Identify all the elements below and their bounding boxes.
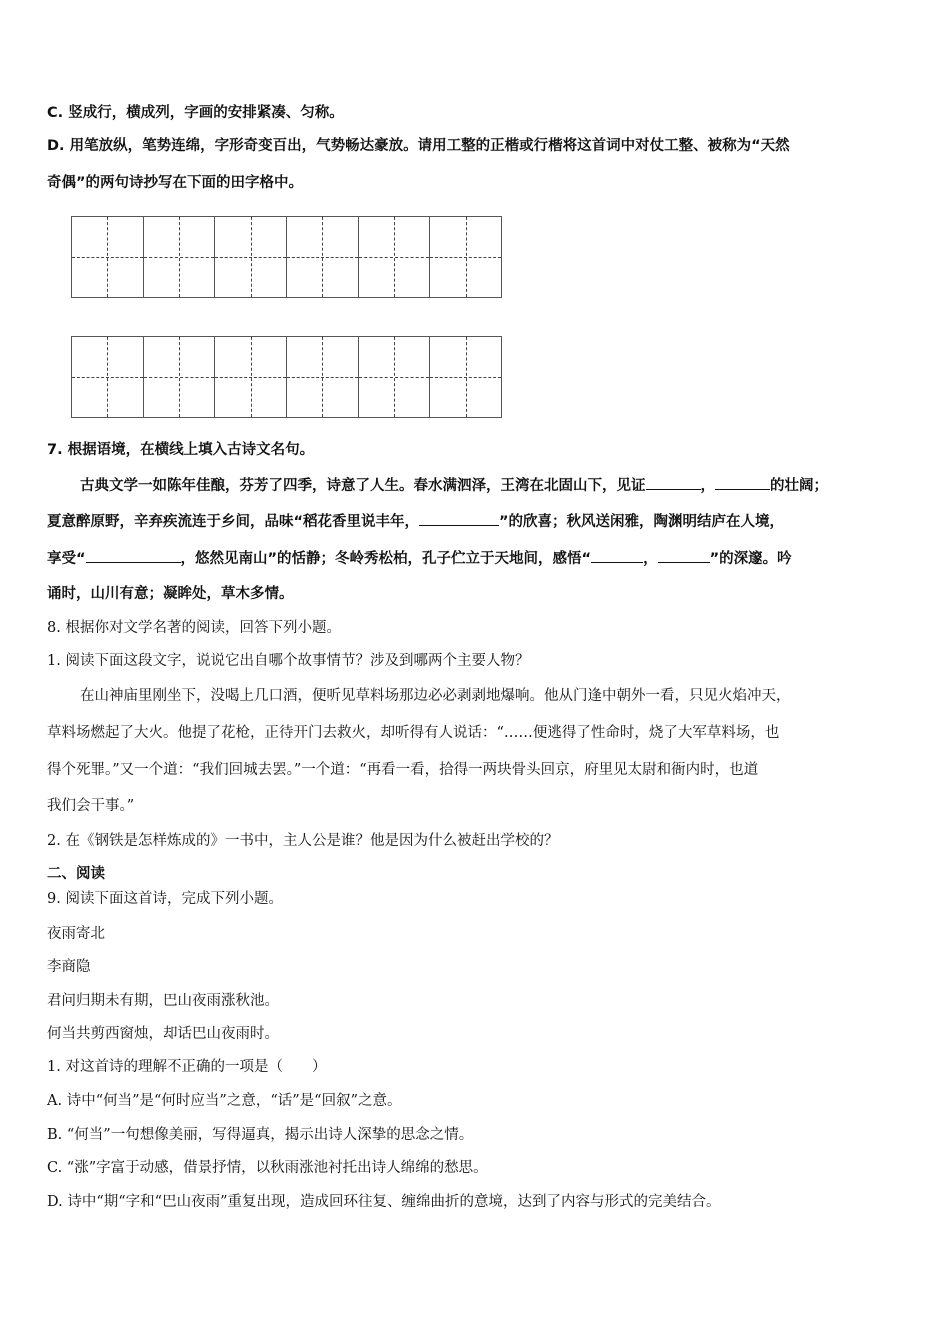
option-d-line2: 奇偶”的两句诗抄写在下面的田字格中。 xyxy=(47,175,304,191)
fill-blank[interactable] xyxy=(646,475,701,490)
fill-blank[interactable] xyxy=(658,548,710,563)
grid-cell xyxy=(359,337,431,417)
tianzige-grid-row-1 xyxy=(71,216,502,298)
poem-line: 君问归期未有期，巴山夜雨涨秋池。 xyxy=(47,993,279,1009)
answer-option-b: B. “何当”一句想像美丽，写得逼真，揭示出诗人深挚的思念之情。 xyxy=(47,1127,474,1143)
text: 享受“ xyxy=(47,551,86,567)
grid-cell xyxy=(144,337,216,417)
question-7-title: 7. 根据语境，在横线上填入古诗文名句。 xyxy=(47,442,315,458)
grid-cell xyxy=(215,337,287,417)
q7-passage-line-1 xyxy=(80,475,828,496)
answer-option-d: D. 诗中“期“字和“巴山夜雨”重复出现，造成回环往复、缠绵曲折的意境，达到了内容与形式的完美结合。 xyxy=(47,1194,721,1210)
q8-sub-2: 2. 在《钢铁是怎样炼成的》一书中，主人公是谁？他是因为什么被赶出学校的？ xyxy=(47,833,559,849)
q7-passage-line-4: 诵时，山川有意；凝眸处，草木多情。 xyxy=(47,586,294,602)
question-9-title: 9. 阅读下面这首诗，完成下列小题。 xyxy=(47,891,283,907)
q8-passage-line: 在山神庙里刚坐下，没喝上几口酒，便听见草料场那边必必剥剥地爆响。他从门逢中朝外一看，只见火焰冲天， xyxy=(80,688,791,704)
grid-cell xyxy=(72,217,144,297)
q9-sub-1: 1. 对这首诗的理解不正确的一项是（ ） xyxy=(47,1059,327,1075)
grid-cell xyxy=(72,337,144,417)
q8-passage-line: 草料场燃起了大火。他提了花枪，正待开门去救火，却听得有人说话：“……便逃得了性命时，烧了大军草料场，也 xyxy=(47,725,780,741)
grid-cell xyxy=(430,337,502,417)
fill-blank[interactable] xyxy=(591,548,643,563)
grid-cell xyxy=(287,217,359,297)
poem-title: 夜雨寄北 xyxy=(47,926,105,942)
fill-blank[interactable] xyxy=(715,475,770,490)
grid-cell xyxy=(359,217,431,297)
text: ”的深邃。吟 xyxy=(709,551,792,567)
grid-cell xyxy=(144,217,216,297)
option-d-line1: D. 用笔放纵，笔势连绵，字形奇变百出，气势畅达豪放。请用工整的正楷或行楷将这首词中对仗工整、被称为“天然 xyxy=(47,138,790,154)
section-heading: 二、阅读 xyxy=(47,866,105,882)
answer-option-c: C. “涨”字富于动感，借景抒情，以秋雨涨池衬托出诗人绵绵的愁思。 xyxy=(47,1160,488,1176)
q8-sub-1: 1. 阅读下面这段文字，说说它出自哪个故事情节？涉及到哪两个主要人物？ xyxy=(47,653,530,669)
text: ”的欣喜；秋风送闲雅，陶渊明结庐在人境， xyxy=(499,514,785,530)
text: 古典文学一如陈年佳酿，芬芳了四季，诗意了人生。春水满泗泽，王湾在北固山下，见证 xyxy=(80,478,646,494)
grid-cell xyxy=(430,217,502,297)
grid-cell xyxy=(215,217,287,297)
text: 的壮阔； xyxy=(770,478,828,494)
fill-blank[interactable] xyxy=(86,548,181,563)
q7-passage-line-2 xyxy=(47,511,784,532)
grid-cell xyxy=(287,337,359,417)
q7-passage-line-3 xyxy=(47,548,792,569)
text: ，悠然见南山”的恬静；冬岭秀松柏，孔子伫立于天地间，感悟“ xyxy=(180,551,592,567)
text: ， xyxy=(643,551,658,567)
q8-passage-line: 我们会干事。” xyxy=(47,798,135,814)
poem-line: 何当共剪西窗烛，却话巴山夜雨时。 xyxy=(47,1026,279,1042)
tianzige-grid-row-2 xyxy=(71,336,502,418)
q8-passage-line: 得个死罪。”又一个道：“我们回城去罢。”一个道：“再看一看，拾得一两块骨头回京，府里见太尉和衙内时，也道 xyxy=(47,762,759,778)
question-8-title: 8. 根据你对文学名著的阅读，回答下列小题。 xyxy=(47,620,341,636)
answer-option-a: A. 诗中“何当”是“何时应当”之意，“话”是“回叙”之意。 xyxy=(47,1093,402,1109)
text: ， xyxy=(700,478,715,494)
poem-author: 李商隐 xyxy=(47,959,91,975)
option-c: C. 竖成行，横成列，字画的安排紧凑、匀称。 xyxy=(47,105,344,121)
text: 夏意醉原野，辛弃疾流连于乡间，品味“稻花香里说丰年， xyxy=(47,514,420,530)
fill-blank[interactable] xyxy=(419,511,499,526)
